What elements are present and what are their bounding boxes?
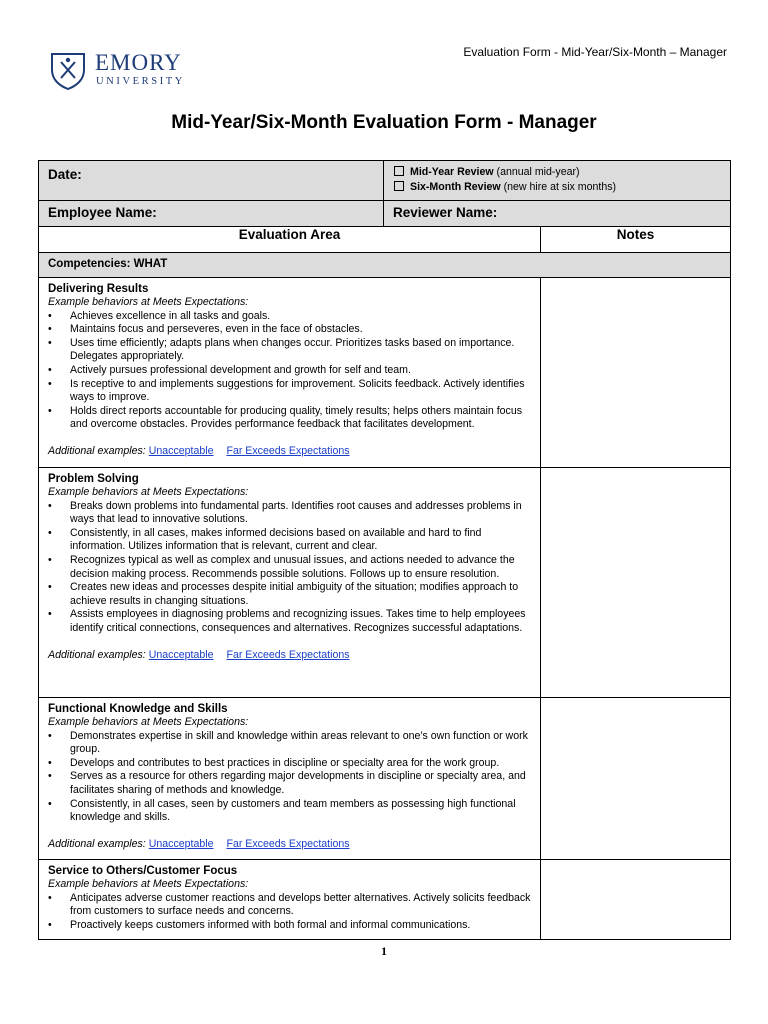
behavior-item: • Actively pursues professional development and growth for self and team. (48, 364, 532, 378)
example-label: Example behaviors at Meets Expectations: (48, 716, 249, 728)
mid-year-review-label: Mid-Year Review (410, 166, 494, 178)
evaluation-form-table (38, 160, 731, 940)
date-label: Date: (48, 167, 82, 182)
behavior-item: • Consistently, in all cases, makes informed decisions based on available and hard to find information. Utilizes information that is relevant, current and clear. (48, 527, 532, 554)
additional-examples-label: Additional examples: (48, 444, 146, 457)
page-title: Mid-Year/Six-Month Evaluation Form - Manager (171, 112, 597, 133)
reviewer-name-cell[interactable] (384, 201, 731, 227)
behavior-item: • Holds direct reports accountable for producing quality, timely results; helps others maintain focus and overcome obstacles. Provides performance feedback that facilitates development. (48, 405, 532, 432)
behavior-list (48, 500, 532, 636)
behavior-item: • Serves as a resource for others regarding major developments in discipline or specialty area, and facilitates sharing of methods and knowledge. (48, 770, 532, 797)
shield-crest-icon (50, 52, 86, 90)
page-number: 1 (381, 944, 387, 958)
unacceptable-link[interactable]: Unacceptable (148, 444, 214, 457)
notes-cell[interactable] (541, 468, 731, 698)
behavior-item: • Uses time efficiently; adapts plans when changes occur. Prioritizes tasks based on importance. Delegates appropriately. (48, 337, 532, 364)
behavior-item: • Creates new ideas and processes despite initial ambiguity of the situation; modifies approach to achieve results in changing situations. (48, 581, 532, 608)
behavior-item: • Proactively keeps customers informed with both formal and informal communications. (48, 919, 532, 933)
evaluation-area-header: Evaluation Area (39, 227, 541, 253)
mid-year-checkbox[interactable] (394, 166, 404, 176)
review-type-cell (384, 161, 731, 201)
notes-header: Notes (541, 227, 731, 253)
unacceptable-link[interactable]: Unacceptable (148, 837, 214, 850)
logo-wordmark: EMORY (95, 50, 182, 75)
example-label: Example behaviors at Meets Expectations: (48, 296, 249, 308)
behavior-item: • Consistently, in all cases, seen by customers and team members as possessing high functional knowledge and skills. (48, 798, 532, 825)
notes-cell[interactable] (541, 698, 731, 860)
behavior-item: • Recognizes typical as well as complex and unusual issues, and actions needed to advance the decision making process. Recommends possible solutions. Follows up to ensure resolution. (48, 554, 532, 581)
behavior-item: • Anticipates adverse customer reactions and develops better alternatives. Actively solicits feedback from customers to surface needs and concerns. (48, 892, 532, 919)
mid-year-review-option[interactable] (394, 165, 730, 180)
competency-problem-solving (39, 468, 541, 698)
competency-title: Service to Others/Customer Focus (48, 865, 238, 877)
notes-cell[interactable] (541, 278, 731, 468)
additional-examples (48, 649, 532, 663)
behavior-list (48, 730, 532, 825)
additional-examples (48, 445, 532, 459)
section-header-label: Competencies: WHAT (48, 258, 168, 270)
emory-university-logo (50, 50, 200, 90)
additional-examples-label: Additional examples: (48, 837, 146, 850)
behavior-item: • Demonstrates expertise in skill and knowledge within areas relevant to one’s own function or work group. (48, 730, 532, 757)
competency-title: Delivering Results (48, 283, 149, 295)
unacceptable-link[interactable]: Unacceptable (148, 648, 214, 661)
far-exceeds-expectations-link[interactable]: Far Exceeds Expectations (226, 837, 350, 850)
six-month-checkbox[interactable] (394, 181, 404, 191)
far-exceeds-expectations-link[interactable]: Far Exceeds Expectations (226, 648, 350, 661)
behavior-item: • Maintains focus and perseveres, even in the face of obstacles. (48, 323, 532, 337)
mid-year-review-note: (annual mid-year) (493, 166, 580, 178)
six-month-review-label: Six-Month Review (410, 181, 501, 193)
competency-title: Problem Solving (48, 473, 139, 485)
behavior-item: • Achieves excellence in all tasks and goals. (48, 310, 532, 324)
competency-title: Functional Knowledge and Skills (48, 703, 228, 715)
example-label: Example behaviors at Meets Expectations: (48, 486, 249, 498)
notes-cell[interactable] (541, 860, 731, 940)
additional-examples (48, 838, 532, 852)
competency-delivering-results (39, 278, 541, 468)
competencies-section-header (39, 253, 731, 278)
reviewer-name-label: Reviewer Name: (393, 205, 498, 220)
employee-name-cell[interactable] (39, 201, 384, 227)
date-cell[interactable] (39, 161, 384, 201)
example-label: Example behaviors at Meets Expectations: (48, 878, 249, 890)
behavior-item: • Is receptive to and implements suggestions for improvement. Solicits feedback. Actively identifies ways to improve. (48, 378, 532, 405)
six-month-review-note: (new hire at six months) (500, 181, 617, 193)
employee-name-label: Employee Name: (48, 205, 157, 220)
behavior-item: • Develops and contributes to best practices in discipline or specialty area for the work group. (48, 757, 532, 771)
behavior-item: • Assists employees in diagnosing problems and recognizing issues. Takes time to help employees identify critical connections, consequences and alternatives. Recognizes successful adaptations. (48, 608, 532, 635)
competency-functional-knowledge (39, 698, 541, 860)
behavior-item: • Breaks down problems into fundamental parts. Identifies root causes and addresses problems in ways that lead to innovative solutions. (48, 500, 532, 527)
behavior-list (48, 892, 532, 933)
six-month-review-option[interactable] (394, 180, 730, 195)
running-header: Evaluation Form - Mid-Year/Six-Month – Manager (463, 45, 727, 59)
logo-subtitle: UNIVERSITY (96, 76, 185, 87)
far-exceeds-expectations-link[interactable]: Far Exceeds Expectations (226, 444, 350, 457)
behavior-list (48, 310, 532, 432)
additional-examples-label: Additional examples: (48, 648, 146, 661)
competency-service-to-others (39, 860, 541, 940)
